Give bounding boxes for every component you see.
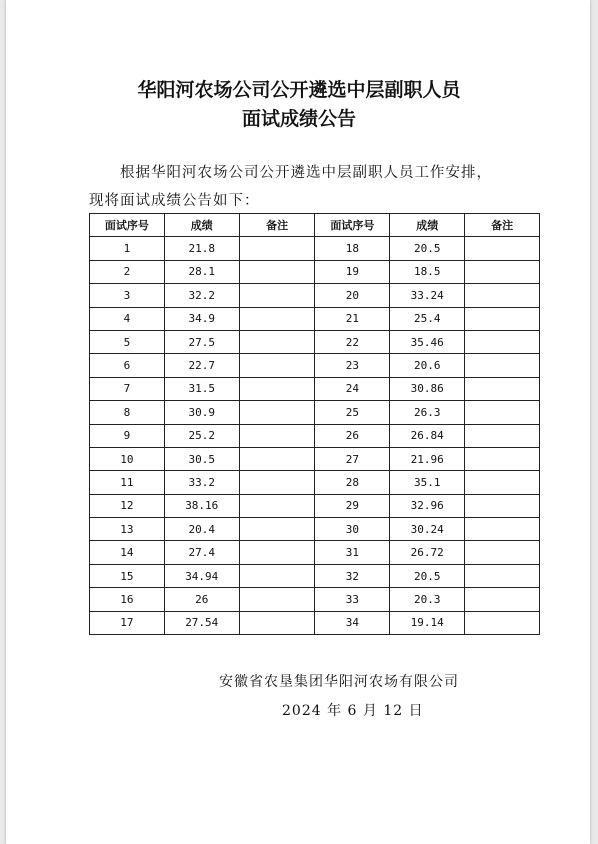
- interview-number-cell: 16: [90, 588, 165, 611]
- remarks-cell: [465, 377, 540, 400]
- table-row: [90, 518, 540, 541]
- remarks-cell: [239, 307, 315, 330]
- document-title-line2: 面试成绩公告: [241, 108, 356, 130]
- score-cell: 28.1: [164, 260, 239, 283]
- table-header-row: [90, 214, 540, 237]
- remarks-cell: [239, 424, 315, 447]
- interview-number-cell: 15: [90, 564, 165, 587]
- remarks-cell: [465, 564, 540, 587]
- interview-number-cell: 20: [315, 284, 390, 307]
- score-cell: 26.3: [390, 401, 465, 424]
- interview-number-cell: 26: [315, 424, 390, 447]
- score-cell: 30.24: [390, 518, 465, 541]
- scores-table-body: [90, 237, 540, 635]
- interview-number-cell: 34: [315, 611, 390, 634]
- remarks-cell: [239, 401, 315, 424]
- score-cell: 25.4: [390, 307, 465, 330]
- remarks-cell: [465, 588, 540, 611]
- score-cell: 33.24: [390, 284, 465, 307]
- interview-number-cell: 13: [90, 518, 165, 541]
- interview-number-cell: 23: [315, 354, 390, 377]
- table-row: [90, 424, 540, 447]
- interview-number-cell: 28: [315, 471, 390, 494]
- remarks-cell: [239, 377, 315, 400]
- remarks-cell: [465, 611, 540, 634]
- score-cell: 20.4: [164, 518, 239, 541]
- table-row: [90, 447, 540, 470]
- signature-organization: 安徽省农垦集团华阳河农场有限公司: [219, 674, 459, 690]
- scores-table: [89, 213, 540, 635]
- score-cell: 27.4: [164, 541, 239, 564]
- interview-number-cell: 10: [90, 447, 165, 470]
- score-cell: 30.5: [164, 447, 239, 470]
- interview-number-cell: 3: [90, 284, 165, 307]
- remarks-cell: [465, 518, 540, 541]
- score-cell: 22.7: [164, 354, 239, 377]
- score-cell: 34.9: [164, 307, 239, 330]
- interview-number-cell: 25: [315, 401, 390, 424]
- interview-number-cell: 27: [315, 447, 390, 470]
- table-row: [90, 401, 540, 424]
- score-cell: 30.86: [390, 377, 465, 400]
- remarks-cell: [239, 330, 315, 353]
- table-row: [90, 377, 540, 400]
- remarks-cell: [465, 424, 540, 447]
- header-remarks: 备注: [465, 214, 540, 237]
- table-row: [90, 494, 540, 517]
- table-row: [90, 588, 540, 611]
- interview-number-cell: 22: [315, 330, 390, 353]
- remarks-cell: [239, 541, 315, 564]
- remarks-cell: [239, 611, 315, 634]
- interview-number-cell: 24: [315, 377, 390, 400]
- signature-date: 2024 年 6 月 12 日: [282, 703, 424, 719]
- score-cell: 26.84: [390, 424, 465, 447]
- interview-number-cell: 5: [90, 330, 165, 353]
- table-row: [90, 354, 540, 377]
- score-cell: 20.6: [390, 354, 465, 377]
- remarks-cell: [239, 518, 315, 541]
- header-interview-number: 面试序号: [90, 214, 165, 237]
- remarks-cell: [239, 471, 315, 494]
- score-cell: 20.3: [390, 588, 465, 611]
- remarks-cell: [465, 447, 540, 470]
- remarks-cell: [239, 494, 315, 517]
- interview-number-cell: 29: [315, 494, 390, 517]
- remarks-cell: [239, 284, 315, 307]
- score-cell: 18.5: [390, 260, 465, 283]
- score-cell: 25.2: [164, 424, 239, 447]
- intro-line2: 现将面试成绩公告如下：: [89, 193, 260, 209]
- interview-number-cell: 1: [90, 237, 165, 260]
- remarks-cell: [465, 494, 540, 517]
- table-row: [90, 307, 540, 330]
- score-cell: 27.54: [164, 611, 239, 634]
- score-cell: 20.5: [390, 237, 465, 260]
- interview-number-cell: 8: [90, 401, 165, 424]
- score-cell: 35.1: [390, 471, 465, 494]
- interview-number-cell: 4: [90, 307, 165, 330]
- remarks-cell: [465, 284, 540, 307]
- remarks-cell: [239, 354, 315, 377]
- header-interview-number: 面试序号: [315, 214, 390, 237]
- interview-number-cell: 33: [315, 588, 390, 611]
- intro-line1: 根据华阳河农场公司公开遴选中层副职人员工作安排，: [120, 165, 492, 181]
- score-cell: 32.2: [164, 284, 239, 307]
- document-title-line1: 华阳河农场公司公开遴选中层副职人员: [137, 79, 461, 101]
- interview-number-cell: 2: [90, 260, 165, 283]
- score-cell: 38.16: [164, 494, 239, 517]
- score-cell: 21.8: [164, 237, 239, 260]
- table-row: [90, 541, 540, 564]
- remarks-cell: [465, 401, 540, 424]
- interview-number-cell: 9: [90, 424, 165, 447]
- table-row: [90, 260, 540, 283]
- table-row: [90, 330, 540, 353]
- interview-number-cell: 11: [90, 471, 165, 494]
- remarks-cell: [465, 237, 540, 260]
- score-cell: 30.9: [164, 401, 239, 424]
- remarks-cell: [465, 307, 540, 330]
- score-cell: 33.2: [164, 471, 239, 494]
- interview-number-cell: 18: [315, 237, 390, 260]
- interview-number-cell: 21: [315, 307, 390, 330]
- remarks-cell: [239, 564, 315, 587]
- interview-number-cell: 30: [315, 518, 390, 541]
- score-cell: 21.96: [390, 447, 465, 470]
- interview-number-cell: 32: [315, 564, 390, 587]
- header-remarks: 备注: [239, 214, 315, 237]
- score-cell: 20.5: [390, 564, 465, 587]
- remarks-cell: [239, 588, 315, 611]
- header-score: 成绩: [390, 214, 465, 237]
- remarks-cell: [465, 541, 540, 564]
- score-cell: 35.46: [390, 330, 465, 353]
- remarks-cell: [465, 471, 540, 494]
- table-row: [90, 237, 540, 260]
- interview-number-cell: 31: [315, 541, 390, 564]
- remarks-cell: [239, 260, 315, 283]
- header-score: 成绩: [164, 214, 239, 237]
- interview-number-cell: 7: [90, 377, 165, 400]
- table-row: [90, 564, 540, 587]
- interview-number-cell: 17: [90, 611, 165, 634]
- table-row: [90, 284, 540, 307]
- remarks-cell: [465, 354, 540, 377]
- interview-number-cell: 6: [90, 354, 165, 377]
- remarks-cell: [465, 330, 540, 353]
- score-cell: 34.94: [164, 564, 239, 587]
- table-row: [90, 611, 540, 634]
- score-cell: 19.14: [390, 611, 465, 634]
- interview-number-cell: 12: [90, 494, 165, 517]
- table-row: [90, 471, 540, 494]
- remarks-cell: [465, 260, 540, 283]
- interview-number-cell: 19: [315, 260, 390, 283]
- score-cell: 26: [164, 588, 239, 611]
- score-cell: 31.5: [164, 377, 239, 400]
- remarks-cell: [239, 447, 315, 470]
- score-cell: 26.72: [390, 541, 465, 564]
- score-cell: 32.96: [390, 494, 465, 517]
- remarks-cell: [239, 237, 315, 260]
- interview-number-cell: 14: [90, 541, 165, 564]
- score-cell: 27.5: [164, 330, 239, 353]
